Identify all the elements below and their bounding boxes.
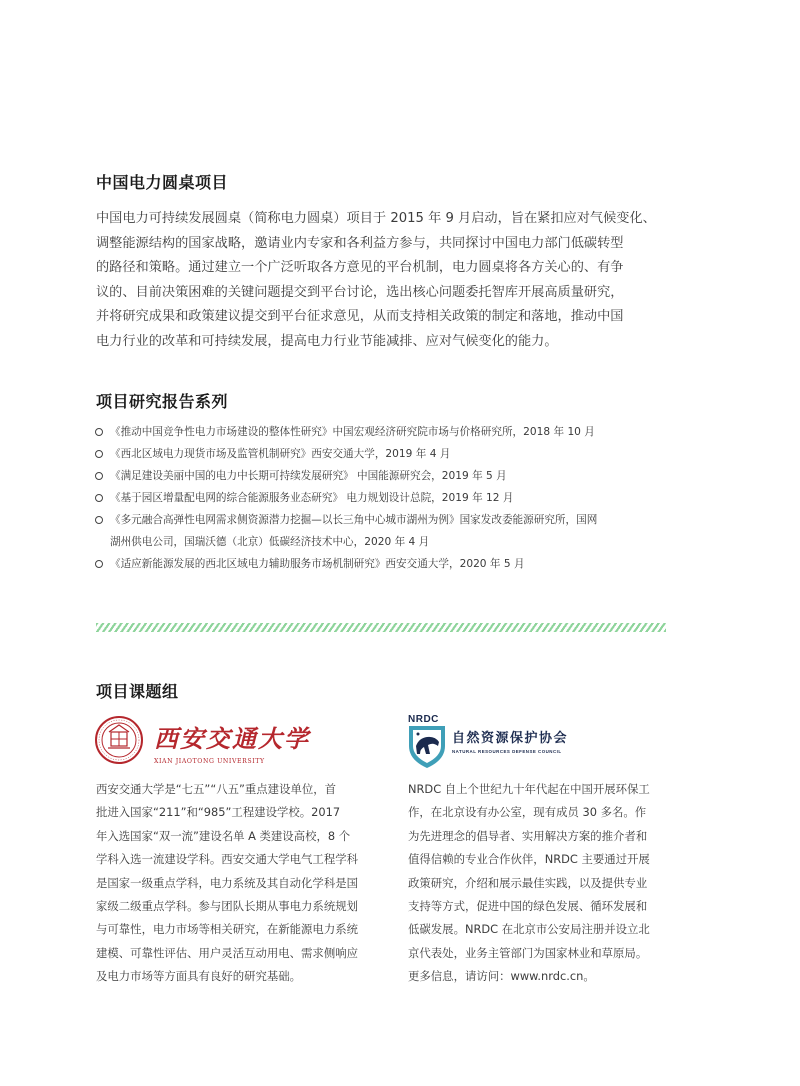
report-text-continued: 湖州供电公司，国瑞沃德（北京）低碳经济技术中心，2020 年 4 月 <box>110 536 430 548</box>
xjtu-desc-line: 学科入选一流建设学科。西安交通大学电气工程学科 <box>96 852 358 867</box>
xjtu-desc-line: 年入选国家“双一流”建设名单 A 类建设高校，8 个 <box>96 828 351 843</box>
report-text: 《满足建设美丽中国的电力中长期可持续发展研究》 中国能源研究会，2019 年 5 月 <box>110 470 507 482</box>
xjtu-desc-line: 家级二级重点学科。参与团队长期从事电力系统规划 <box>96 899 358 914</box>
bullet-circle-icon <box>95 472 103 480</box>
report-item <box>94 421 694 443</box>
project-intro <box>96 207 686 355</box>
nrdc-desc-line: 支持等方式，促进中国的绿色发展、循环发展和 <box>408 899 648 914</box>
intro-line: 并将研究成果和政策建议提交到平台征求意见，从而支持相关政策的制定和落地，推动中国 <box>96 309 624 325</box>
report-item <box>94 509 694 553</box>
report-text: 《多元融合高弹性电网需求侧资源潜力挖掘—以长三角中心城市湖州为例》国家发改委能源研究所，国网 <box>110 514 598 526</box>
bullet-circle-icon <box>95 516 103 524</box>
bullet-circle-icon <box>95 560 103 568</box>
intro-line: 中国电力可持续发展圆桌（简称电力圆桌）项目于 2015 年 9 月启动，旨在紧扣应对气候变化、 <box>96 211 656 226</box>
nrdc-desc-line: 京代表处，业务主管部门为国家林业和草原局。 <box>408 945 648 960</box>
nrdc-desc-line: 更多信息，请访问：www.nrdc.cn。 <box>408 969 595 984</box>
nrdc-desc-line: 低碳发展。NRDC 在北京市公安局注册并设立北 <box>408 922 650 937</box>
intro-line: 调整能源结构的国家战略，邀请业内专家和各利益方参与，共同探讨中国电力部门低碳转型 <box>96 235 624 251</box>
xjtu-logo <box>94 712 310 770</box>
nrdc-desc-line: 值得信赖的专业合作伙伴，NRDC 主要通过开展 <box>408 852 650 867</box>
intro-line: 的路径和策略。通过建立一个广泛听取各方意见的平台机制，电力圆桌将各方关心的、有争 <box>96 260 624 276</box>
bullet-circle-icon <box>95 428 103 436</box>
xjtu-desc-line: 西安交通大学是“七五”“八五”重点建设单位，首 <box>96 782 337 796</box>
report-item <box>94 465 694 487</box>
xjtu-desc-line: 及电力市场等方面具有良好的研究基础。 <box>96 969 302 984</box>
report-item <box>94 443 694 465</box>
xjtu-logo-name-en: XIAN JIAOTONG UNIVERSITY <box>154 758 265 765</box>
xjtu-desc-line: 是国家一级重点学科，电力系统及其自动化学科是国 <box>96 875 358 890</box>
report-text: 《西北区域电力现货市场及监管机制研究》西安交通大学，2019 年 4 月 <box>110 448 451 460</box>
xjtu-description <box>96 778 386 989</box>
xjtu-seal-icon <box>96 717 142 763</box>
nrdc-logo <box>408 712 628 770</box>
intro-line: 议的、目前决策困难的关键问题提交到平台讨论，选出核心问题委托智库开展高质量研究， <box>96 284 624 300</box>
report-item <box>94 487 694 509</box>
report-text: 《基于园区增量配电网的综合能源服务业态研究》 电力规划设计总院，2019 年 12 月 <box>110 492 514 504</box>
nrdc-desc-line: 为先进理念的倡导者、实用解决方案的推介者和 <box>408 828 648 843</box>
xjtu-desc-line: 批进入国家“211”和“985”工程建设学校。2017 <box>96 805 341 820</box>
nrdc-desc-line: 政策研究，介绍和展示最佳实践，以及提供专业 <box>408 875 648 890</box>
nrdc-polar-bear-icon <box>409 726 445 768</box>
intro-line: 电力行业的改革和可持续发展，提高电力行业节能减排、应对气候变化的能力。 <box>96 333 558 349</box>
report-text: 《适应新能源发展的西北区域电力辅助服务市场机制研究》西安交通大学，2020 年 5 月 <box>110 558 525 570</box>
report-item <box>94 553 694 575</box>
xjtu-desc-line: 与可靠性，电力市场等相关研究，在新能源电力系统 <box>96 922 358 937</box>
nrdc-description <box>408 778 698 989</box>
bullet-circle-icon <box>95 450 103 458</box>
nrdc-desc-line: 作，在北京设有办公室，现有成员 30 多名。作 <box>408 805 647 820</box>
nrdc-desc-line: NRDC 自上个世纪九十年代起在中国开展环保工 <box>408 782 650 796</box>
bullet-circle-icon <box>95 494 103 502</box>
hatched-divider <box>96 623 666 632</box>
report-list <box>94 421 694 575</box>
nrdc-logo-abbr: NRDC <box>408 714 439 725</box>
report-text: 《推动中国竞争性电力市场建设的整体性研究》中国宏观经济研究院市场与价格研究所，2018 年 10 月 <box>110 426 595 438</box>
section-title-project: 中国电力圆桌项目 <box>96 173 229 192</box>
section-title-group: 项目课题组 <box>96 682 179 701</box>
xjtu-logo-name-cn: 西安交通大学 <box>154 724 310 753</box>
section-title-reports: 项目研究报告系列 <box>96 392 229 411</box>
xjtu-desc-line: 建模、可靠性评估、用户灵活互动用电、需求侧响应 <box>96 945 358 960</box>
nrdc-logo-name-en: NATURAL RESOURCES DEFENSE COUNCIL <box>452 749 562 754</box>
nrdc-logo-name-cn: 自然资源保护协会 <box>452 731 569 746</box>
